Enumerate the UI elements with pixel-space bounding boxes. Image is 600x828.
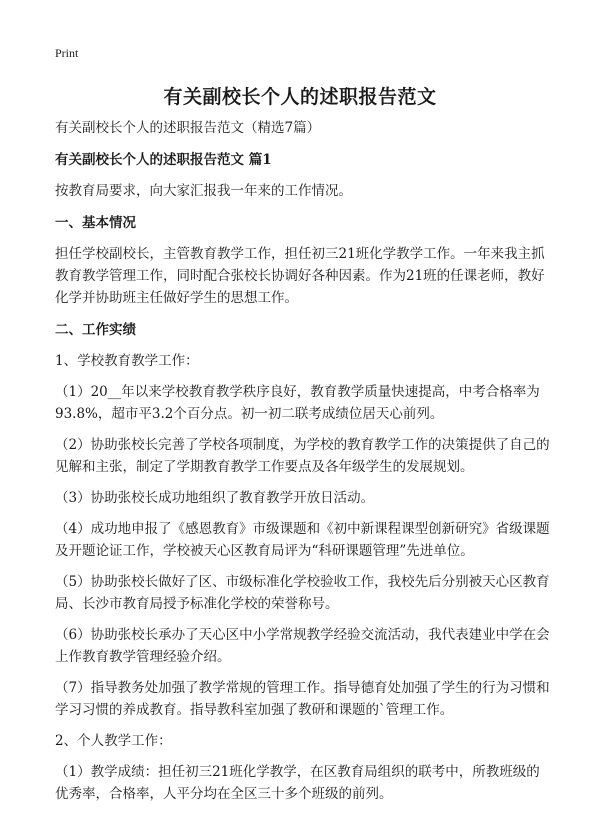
list-item: （3）协助张校长成功地组织了教育教学开放日活动。	[55, 490, 375, 506]
document-title: 有关副校长个人的述职报告范文	[163, 86, 437, 108]
list-item: （4）成功地申报了《感恩教育》市级课题和《初中新课程课型创新研究》省级课题及开题论证工作，学校被天心区教育局评为“科研课题管理”先进单位。	[55, 521, 550, 559]
list-item: （1）教学成绩：担任初三21班化学教学，在区教育局组织的联考中，所教班级的优秀率，合格率，人平分均在全区三十多个班级的前列。	[55, 764, 540, 802]
subsection-heading-school: 1、学校教育教学工作：	[55, 353, 199, 369]
document-body	[55, 117, 550, 814]
subsection-heading-personal: 2、个人教学工作：	[55, 733, 172, 749]
section-body-basic: 担任学校副校长，主管教育教学工作，担任初三21班化学教学工作。一年来我主抓教育教学管理工作，同时配合张校长协调好各种因素。作为21班的任课老师，教好化学并协助班主任做好学生的思想工作。	[55, 246, 545, 306]
list-item: （6）协助张校长承办了天心区中小学常规教学经验交流活动，我代表建业中学在会上作教育教学管理经验介绍。	[55, 627, 550, 665]
article-heading: 有关副校长个人的述职报告范文 篇1	[55, 152, 272, 168]
section-heading-basic: 一、基本情况	[55, 215, 136, 231]
intro-paragraph: 按教育局要求，向大家汇报我一年来的工作情况。	[55, 183, 352, 199]
list-item: （1）20__年以来学校教育教学秩序良好，教育教学质量快速提高，中考合格率为93.8%，超市平3.2个百分点。初一初二联考成绩位居天心前列。	[55, 384, 540, 422]
section-heading-achievements: 二、工作实绩	[55, 322, 136, 338]
document-subtitle: 有关副校长个人的述职报告范文（精选7篇）	[55, 120, 321, 136]
list-item: （7）指导教务处加强了教学常规的管理工作。指导德育处加强了学生的行为习惯和学习习惯的养成教育。指导教科室加强了教研和课题的`管理工作。	[55, 680, 550, 718]
list-item: （2）协助张校长完善了学校各项制度，为学校的教育教学工作的决策提供了自己的见解和主张，制定了学期教育教学工作要点及各年级学生的发展规划。	[55, 437, 550, 475]
print-label: Print	[55, 46, 79, 60]
list-item: （5）协助张校长做好了区、市级标准化学校验收工作，我校先后分别被天心区教育局、长沙市教育局授予标准化学校的荣誉称号。	[55, 574, 550, 612]
